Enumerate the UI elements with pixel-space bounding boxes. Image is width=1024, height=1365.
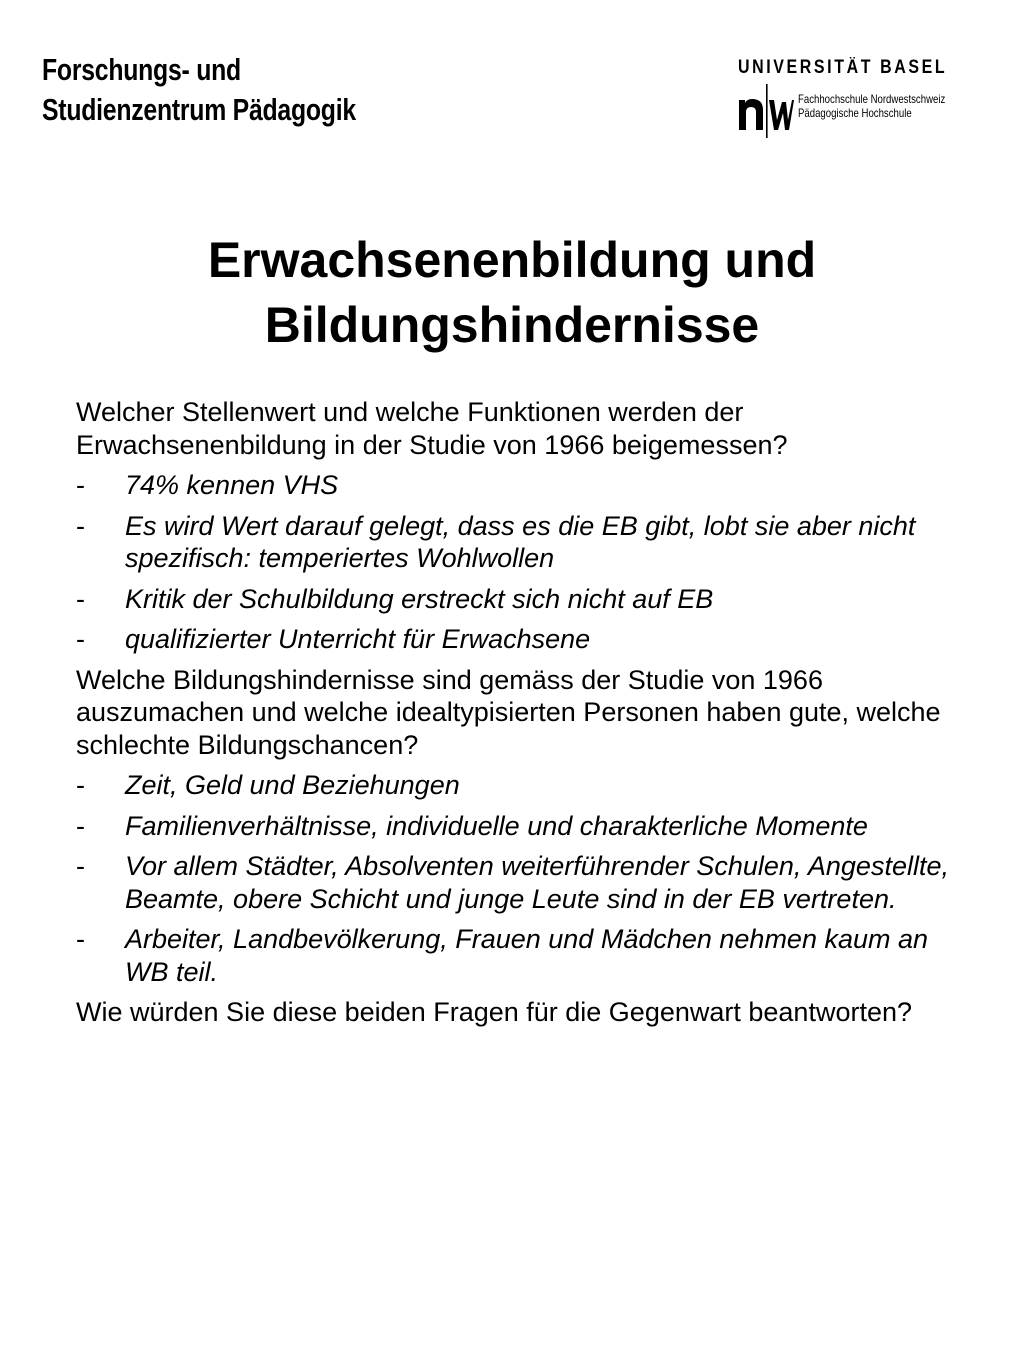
institute-name-line-1: Forschungs- und	[42, 52, 241, 87]
university-logo	[738, 58, 948, 140]
slide-title-line-1: Erwachsenenbildung und	[207, 232, 817, 288]
slide-body	[76, 396, 976, 1037]
bullet-dash: -	[76, 624, 85, 654]
bullet-dash: -	[76, 470, 85, 500]
question-paragraph: Welche Bildungshindernisse sind gemäss der Studie von 1966 auszumachen und welche idealtypisierten Personen haben gute, welche schlechte Bildungschancen?	[76, 664, 941, 760]
school-name-line-1: Fachhochschule Nordwestschweiz	[798, 92, 946, 106]
bullet-dash: -	[76, 924, 85, 954]
institute-name	[42, 50, 356, 130]
list-item	[76, 583, 976, 616]
list-item-text: 74% kennen VHS	[125, 470, 339, 500]
bullet-dash: -	[76, 770, 85, 800]
list-item-text: Vor allem Städter, Absolventen weiterführender Schulen, Angestellte, Beamte, obere Schicht und junge Leute sind in der EB vertreten.	[125, 851, 949, 914]
bullet-dash: -	[76, 851, 85, 881]
list-item-text: Es wird Wert darauf gelegt, dass es die EB gibt, lobt sie aber nicht spezifisch: temperiertes Wohlwollen	[125, 510, 916, 573]
list-item	[76, 623, 976, 656]
bullet-dash: -	[76, 810, 85, 841]
slide-title	[0, 228, 1024, 358]
list-item-text: Zeit, Geld und Beziehungen	[125, 770, 460, 800]
list-item	[76, 810, 976, 843]
question-paragraph: Welcher Stellenwert und welche Funktionen werden der Erwachsenenbildung in der Studie von 1966 beigemessen?	[76, 397, 788, 460]
list-item-text: Kritik der Schulbildung erstreckt sich nicht auf EB	[125, 583, 714, 614]
school-name	[798, 92, 945, 120]
list-item	[76, 510, 976, 575]
list-item	[76, 469, 976, 502]
slide-title-line-2: Bildungshindernisse	[264, 297, 760, 353]
university-name: UNIVERSITÄT BASEL	[738, 57, 948, 78]
nw-logo-icon	[736, 80, 794, 140]
list-item-text: Familienverhältnisse, individuelle und charakterliche Momente	[125, 810, 868, 841]
list-item-text: Arbeiter, Landbevölkerung, Frauen und Mädchen nehmen kaum an WB teil.	[125, 924, 929, 987]
bullet-dash: -	[76, 583, 85, 614]
list-item-text: qualifizierter Unterricht für Erwachsene	[125, 624, 591, 654]
list-item	[76, 769, 976, 802]
school-name-line-2: Pädagogische Hochschule	[798, 106, 912, 120]
list-item	[76, 923, 976, 988]
institute-name-line-2: Studienzentrum Pädagogik	[42, 92, 356, 127]
bullet-dash: -	[76, 510, 85, 541]
list-item	[76, 850, 976, 915]
question-paragraph: Wie würden Sie diese beiden Fragen für die Gegenwart beantworten?	[76, 997, 912, 1027]
